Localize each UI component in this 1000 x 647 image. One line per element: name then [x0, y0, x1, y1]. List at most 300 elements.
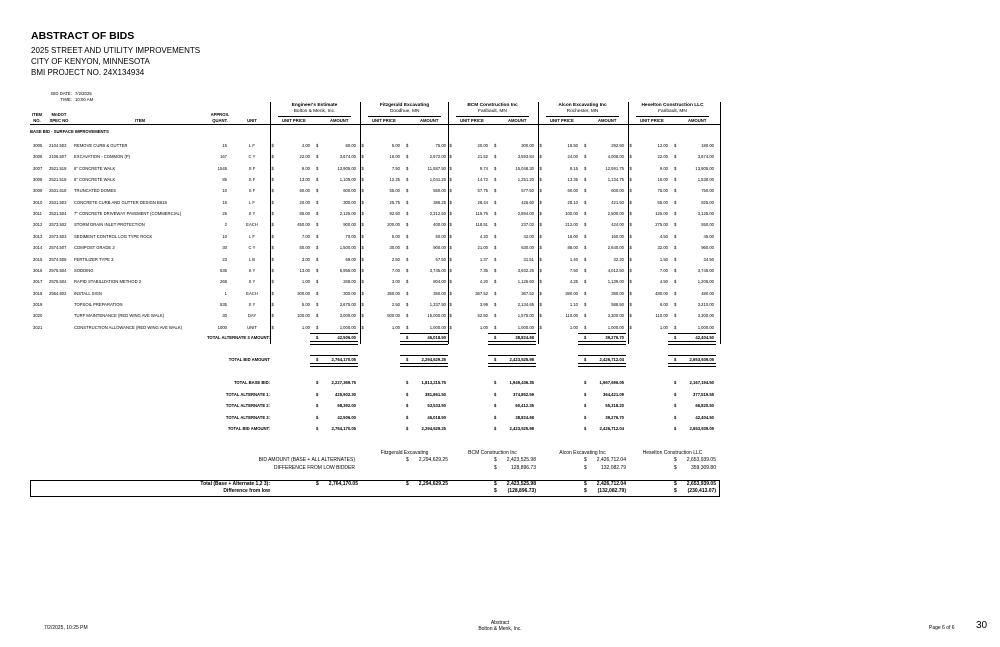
unit-price: 28.10 [567, 199, 578, 205]
item-unit: C Y [248, 154, 256, 160]
dollar-sign: $ [539, 279, 542, 285]
bidder-rule [636, 116, 709, 117]
unit-price: 30.00 [389, 245, 400, 251]
col-spec-header: MnDOT [51, 112, 67, 117]
dollar-sign: $ [406, 426, 409, 431]
col-amount-header: AMOUNT [688, 118, 707, 123]
dollar-sign: $ [316, 403, 319, 408]
spec-number: 2531.618 [49, 188, 67, 194]
dollar-sign: $ [406, 267, 409, 273]
item-unit: EACH [246, 290, 258, 296]
dollar-sign: $ [629, 245, 632, 251]
dollar-sign: $ [271, 245, 274, 251]
dollar-sign: $ [494, 154, 497, 160]
summary-value: 60,412.35 [515, 403, 534, 408]
unit-price: 13.00 [299, 177, 310, 183]
item-description: STORM DRAIN INLET PROTECTION [74, 222, 145, 228]
unit-price: 7.50 [569, 267, 578, 273]
dollar-sign: $ [584, 154, 587, 160]
dollar-sign: $ [449, 324, 452, 330]
col-unit-price-header: UNIT PRICE [460, 118, 484, 123]
amount: 1,000.00 [697, 324, 714, 330]
item-unit: UNIT [247, 324, 257, 330]
amount: 3,300.00 [697, 313, 714, 319]
dollar-sign: $ [674, 357, 677, 362]
dollar-sign: $ [361, 233, 364, 239]
amount: 3,674.00 [339, 154, 356, 160]
summary-value: 68,392.00 [337, 403, 356, 408]
grand-total-value: 2,653,939.05 [686, 481, 716, 487]
bid-amount-value: 2,423,525.98 [506, 457, 536, 463]
item-description: TRUNCATED DOMES [74, 188, 117, 194]
sheet-number: 30 [976, 620, 988, 631]
dollar-sign: $ [494, 245, 497, 251]
bid-date-label: BID DATE: [51, 91, 72, 96]
dollar-sign: $ [674, 222, 677, 228]
dollar-sign: $ [316, 301, 319, 307]
bidder-name: Alcon Excavating Inc [558, 103, 607, 108]
dollar-sign: $ [406, 380, 409, 385]
summary-value: 2,426,712.04 [599, 426, 624, 431]
dollar-sign: $ [584, 481, 587, 487]
amount: 600.00 [343, 188, 356, 194]
item-quantity: 167 [220, 154, 227, 160]
dollar-sign: $ [449, 199, 452, 205]
unit-price: 5.00 [301, 301, 310, 307]
dollar-sign: $ [316, 313, 319, 319]
dollar-sign: $ [584, 403, 587, 408]
amount: 900.00 [433, 245, 446, 251]
item-quantity: 23 [222, 256, 227, 262]
amount: 13,905.00 [337, 165, 356, 171]
amount: 2,640.00 [607, 245, 624, 251]
unit-price: 4.50 [659, 279, 668, 285]
dollar-sign: $ [494, 380, 497, 385]
item-number: 3014 [33, 245, 43, 251]
item-unit: L F [249, 199, 255, 205]
amount: 577.50 [521, 188, 534, 194]
dollar-sign: $ [494, 177, 497, 183]
spec-number: 2574.507 [49, 245, 67, 251]
unit-price: 350.00 [387, 290, 400, 296]
footer-date: 7/2/2025, 10:25 PM [44, 625, 88, 631]
dollar-sign: $ [584, 245, 587, 251]
amount: 1,337.50 [429, 301, 446, 307]
amount: 1,000.00 [339, 324, 356, 330]
dollar-sign: $ [629, 199, 632, 205]
summary-value: 66,820.50 [695, 403, 714, 408]
dollar-sign: $ [494, 165, 497, 171]
dollar-sign: $ [361, 324, 364, 330]
dollar-sign: $ [674, 290, 677, 296]
item-description: 7" CONCRETE DRIVEWAY PAVEMENT (COMMERCIAL) [74, 211, 182, 217]
unit-price: 450.00 [297, 222, 310, 228]
item-quantity: 535 [220, 267, 227, 273]
dollar-sign: $ [629, 211, 632, 217]
dollar-sign: $ [406, 324, 409, 330]
dollar-sign: $ [316, 414, 319, 420]
dollar-sign: $ [361, 165, 364, 171]
alt3-value: 42,506.00 [337, 334, 356, 340]
dollar-sign: $ [271, 199, 274, 205]
item-quantity: 1545 [217, 165, 227, 171]
unit-price: 2.50 [391, 256, 400, 262]
difference-value: 359,309.80 [690, 465, 716, 471]
project-number-line: BMI PROJECT NO. 24X134934 [31, 68, 145, 77]
item-quantity: 1 [224, 290, 227, 296]
item-number: 3011 [33, 211, 43, 217]
dollar-sign: $ [539, 211, 542, 217]
dollar-sign: $ [494, 334, 497, 340]
amount: 588.50 [611, 301, 624, 307]
double-rule [578, 363, 626, 367]
col-amount-header: AMOUNT [330, 118, 349, 123]
dollar-sign: $ [449, 279, 452, 285]
dollar-sign: $ [584, 188, 587, 194]
dollar-sign: $ [674, 334, 677, 340]
summary-value: 364,421.09 [603, 391, 624, 397]
summary-value: 2,764,170.05 [331, 426, 356, 431]
spec-number: 2573.502 [49, 222, 67, 228]
dollar-sign: $ [494, 457, 497, 463]
bid-amount-value: 2,426,712.04 [596, 457, 626, 463]
dollar-sign: $ [271, 211, 274, 217]
dollar-sign: $ [584, 290, 587, 296]
dollar-sign: $ [361, 245, 364, 251]
dollar-sign: $ [271, 290, 274, 296]
amount: 4,008.00 [607, 154, 624, 160]
dollar-sign: $ [316, 256, 319, 262]
amount: 57.50 [435, 256, 446, 262]
dollar-sign: $ [316, 290, 319, 296]
unit-price: 52.50 [477, 313, 488, 319]
unit-price: 7.35 [479, 267, 488, 273]
unit-price: 9.00 [301, 165, 310, 171]
section-title: BASE BID - SURFACE IMPROVEMENTS [30, 129, 109, 134]
dollar-sign: $ [584, 177, 587, 183]
amount: 237.02 [521, 222, 534, 228]
unit-price: 1.10 [569, 301, 578, 307]
col-unit-price-header: UNIT PRICE [550, 118, 574, 123]
summary-value: 38,824.68 [515, 414, 534, 420]
col-unit-price-header: UNIT PRICE [640, 118, 664, 123]
dollar-sign: $ [584, 233, 587, 239]
dollar-sign: $ [271, 188, 274, 194]
dollar-sign: $ [629, 177, 632, 183]
double-rule [578, 341, 626, 345]
dollar-sign: $ [406, 391, 409, 397]
item-number: 3009 [33, 188, 43, 194]
dollar-sign: $ [406, 245, 409, 251]
dollar-sign: $ [539, 290, 542, 296]
amount: 380.00 [611, 290, 624, 296]
dollar-sign: $ [406, 334, 409, 340]
dollar-sign: $ [629, 267, 632, 273]
amount: 180.00 [701, 143, 714, 148]
amount: 550.00 [701, 222, 714, 228]
grand-total-value: 2,764,170.05 [328, 481, 358, 487]
amount: 1,134.75 [607, 177, 624, 183]
time-value: 10:00 AM [75, 97, 94, 102]
dollar-sign: $ [539, 313, 542, 319]
dollar-sign: $ [674, 380, 677, 385]
summary-label: TOTAL BID AMOUNT: [227, 426, 270, 431]
item-number: 3015 [33, 256, 43, 262]
time-label: TIME: [60, 97, 72, 102]
col-desc-header: ITEM [134, 118, 145, 123]
dollar-sign: $ [316, 177, 319, 183]
amount: 426.60 [521, 199, 534, 205]
dollar-sign: $ [406, 290, 409, 296]
item-description: 6" CONCRETE WALK [74, 165, 116, 171]
unit-price: 24.00 [567, 154, 578, 160]
spec-number: 2106.507 [49, 154, 67, 160]
amount: 70.00 [345, 233, 356, 239]
dollar-sign: $ [361, 154, 364, 160]
unit-price: 4.20 [479, 233, 488, 239]
dollar-sign: $ [316, 233, 319, 239]
dollar-sign: $ [494, 233, 497, 239]
unit-price: 60.00 [299, 188, 310, 194]
amount: 1,575.00 [517, 313, 534, 319]
total-rule [668, 333, 716, 334]
dollar-sign: $ [361, 199, 364, 205]
bottom-bidder-name: Alcon Excavating Inc [559, 450, 606, 456]
spec-number: 2521.518 [49, 177, 67, 183]
dollar-sign: $ [271, 324, 274, 330]
unit-price: 4.00 [301, 143, 310, 148]
dollar-sign: $ [406, 357, 409, 362]
amount: 3,745.00 [429, 267, 446, 273]
spec-number: 2564.602 [49, 290, 67, 296]
dollar-sign: $ [316, 154, 319, 160]
unit-price: 88.00 [567, 245, 578, 251]
dollar-sign: $ [584, 357, 587, 362]
dollar-sign: $ [316, 222, 319, 228]
amount: 32.20 [613, 256, 624, 262]
unit-price: 9.00 [659, 165, 668, 171]
amount: 960.00 [701, 245, 714, 251]
document-header [31, 31, 200, 78]
amount: 424.00 [611, 222, 624, 228]
dollar-sign: $ [539, 199, 542, 205]
dollar-sign: $ [271, 222, 274, 228]
dollar-sign: $ [629, 279, 632, 285]
amount: 750.00 [701, 188, 714, 194]
unit-price: 5.00 [391, 143, 400, 148]
amount: 804.00 [433, 279, 446, 285]
dollar-sign: $ [674, 143, 677, 148]
dollar-sign: $ [674, 199, 677, 205]
unit-price: 22.00 [299, 154, 310, 160]
summary-value: 2,167,194.50 [689, 380, 714, 385]
unit-price: 1.50 [659, 256, 668, 262]
bottom-bidder-name: BCM Construction Inc [468, 450, 517, 456]
amount: 13,905.00 [695, 165, 714, 171]
unit-price: 75.00 [657, 188, 668, 194]
dollar-sign: $ [316, 391, 319, 397]
col-unit-price-header: UNIT PRICE [282, 118, 306, 123]
item-quantity: 15 [222, 199, 227, 205]
double-rule [310, 363, 358, 367]
amount: 1,041.25 [429, 177, 446, 183]
spec-number: 2104.503 [49, 143, 67, 148]
dollar-sign: $ [316, 199, 319, 205]
amount: 45.00 [703, 233, 714, 239]
dollar-sign: $ [271, 154, 274, 160]
summary-value: 1,949,436.35 [509, 380, 534, 385]
dollar-sign: $ [584, 457, 587, 463]
amount: 350.00 [433, 290, 446, 296]
summary-label: TOTAL ALTERNATE 1: [225, 391, 270, 397]
amount: 550.00 [433, 188, 446, 194]
unit-price: 300.00 [297, 290, 310, 296]
item-unit: S Y [248, 279, 256, 285]
alt3-value: 38,824.68 [515, 334, 534, 340]
item-number: 3018 [33, 290, 43, 296]
dollar-sign: $ [584, 222, 587, 228]
unit-price: 20.00 [477, 143, 488, 148]
item-number: 3017 [33, 279, 43, 285]
dollar-sign: $ [584, 165, 587, 171]
double-rule [400, 363, 448, 367]
dollar-sign: $ [271, 165, 274, 171]
unit-price: 380.00 [565, 290, 578, 296]
item-quantity: 30 [222, 245, 227, 251]
amount: 367.52 [521, 290, 534, 296]
unit-price: 18.00 [657, 177, 668, 183]
bidder-name: Fitzgerald Excavating [379, 103, 430, 108]
difference-label: DIFFERENCE FROM LOW BIDDER [273, 465, 355, 471]
amount: 386.25 [433, 199, 446, 205]
summary-value: 1,813,215.75 [421, 380, 446, 385]
dollar-sign: $ [629, 324, 632, 330]
summary-value: 42,404.50 [695, 414, 714, 420]
dollar-sign: $ [449, 233, 452, 239]
dollar-sign: $ [406, 256, 409, 262]
amount: 2,894.00 [517, 211, 534, 217]
dollar-sign: $ [406, 279, 409, 285]
dollar-sign: $ [406, 188, 409, 194]
dollar-sign: $ [629, 222, 632, 228]
amount: 3,674.00 [697, 154, 714, 160]
amount: 300.00 [343, 199, 356, 205]
item-number: 3019 [33, 301, 43, 307]
dollar-sign: $ [361, 256, 364, 262]
amount: 480.00 [701, 290, 714, 296]
amount: 60.00 [345, 143, 356, 148]
dollar-sign: $ [539, 301, 542, 307]
double-rule [488, 363, 536, 367]
spec-number: 2531.503 [49, 199, 67, 205]
grand-total-value: 2,423,525.98 [506, 481, 536, 487]
item-number: 3013 [33, 233, 43, 239]
dollar-sign: $ [316, 357, 319, 362]
double-rule [400, 341, 448, 345]
unit-price: 8.15 [569, 165, 578, 171]
item-number: 3006 [33, 154, 43, 160]
unit-price: 200.00 [387, 222, 400, 228]
dollar-sign: $ [406, 165, 409, 171]
dollar-sign: $ [449, 313, 452, 319]
amount: 2,672.00 [429, 154, 446, 160]
dollar-sign: $ [584, 313, 587, 319]
total-rule [488, 355, 536, 356]
total-rule [578, 333, 626, 334]
dollar-sign: $ [361, 188, 364, 194]
total-rule [488, 333, 536, 334]
unit-price: 28.44 [477, 199, 488, 205]
item-unit: S Y [248, 211, 256, 217]
total-rule [310, 355, 358, 356]
dollar-sign: $ [406, 403, 409, 408]
dollar-sign: $ [316, 324, 319, 330]
item-description: EXCAVATION - COMMON (P) [74, 154, 131, 160]
dollar-sign: $ [494, 301, 497, 307]
unit-price: 100.00 [565, 211, 578, 217]
item-number: 3016 [33, 267, 43, 273]
item-quantity: 15 [222, 143, 227, 148]
item-description: FERTILIZER TYPE 3 [74, 256, 114, 262]
spec-number: 2575.504 [49, 267, 67, 273]
unit-price: 115.76 [475, 211, 488, 217]
unit-price: 21.52 [477, 154, 488, 160]
dollar-sign: $ [449, 211, 452, 217]
bidder-location: Faribault, MN [478, 109, 507, 114]
summary-value: 53,533.50 [427, 403, 446, 408]
unit-price: 50.00 [299, 245, 310, 251]
dollar-sign: $ [449, 301, 452, 307]
dollar-sign: $ [674, 256, 677, 262]
total-bid-value: 2,423,525.98 [509, 357, 534, 362]
dollar-sign: $ [406, 154, 409, 160]
double-rule [488, 341, 536, 345]
item-quantity: 10 [222, 188, 227, 194]
item-unit: S F [248, 177, 256, 183]
item-unit: S Y [248, 267, 256, 273]
item-number: 3010 [33, 199, 43, 205]
dollar-sign: $ [361, 290, 364, 296]
amount: 31.51 [523, 256, 534, 262]
summary-label: TOTAL ALTERNATE 3: [225, 414, 270, 420]
bottom-bidder-name: Fitzgerald Excavating [380, 450, 429, 456]
total-bid-value: 2,426,712.04 [599, 357, 624, 362]
unit-price: 16.00 [389, 154, 400, 160]
dollar-sign: $ [674, 457, 677, 463]
dollar-sign: $ [629, 233, 632, 239]
summary-value: 39,276.70 [605, 414, 624, 420]
dollar-sign: $ [494, 357, 497, 362]
item-description: TOPSOIL PREPARATION [74, 301, 123, 307]
unit-price: 1.00 [479, 324, 488, 330]
alt3-value: 42,404.50 [695, 334, 714, 340]
amount: 160.00 [611, 233, 624, 239]
bid-amount-label: BID AMOUNT (BASE + ALL ALTERNATES) [258, 457, 355, 463]
grand-total-value: 2,294,629.25 [418, 481, 448, 487]
dollar-sign: $ [494, 279, 497, 285]
dollar-sign: $ [271, 313, 274, 319]
amount: 69.00 [345, 256, 356, 262]
unit-price: 110.00 [565, 313, 578, 319]
amount: 1,251.20 [517, 177, 534, 183]
unit-price: 1.00 [659, 324, 668, 330]
amount: 6,955.00 [339, 267, 356, 273]
dollar-sign: $ [674, 165, 677, 171]
summary-value: 46,018.50 [427, 414, 446, 420]
unit-price: 4.25 [569, 279, 578, 285]
difference-from-low-value: (230,413.07) [687, 488, 716, 494]
dollar-sign: $ [449, 290, 452, 296]
